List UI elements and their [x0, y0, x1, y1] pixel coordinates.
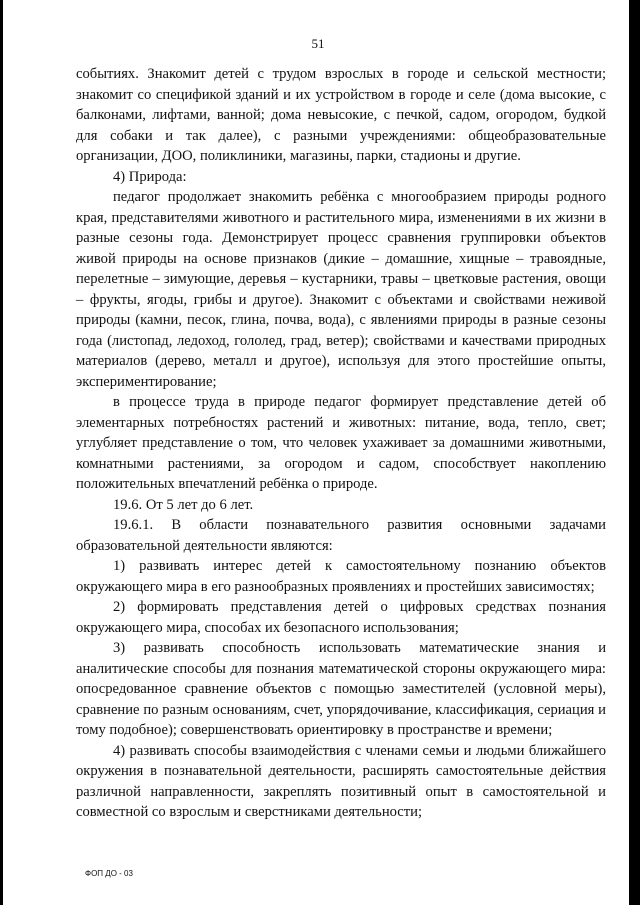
page-body	[76, 64, 606, 823]
list-item: 4) развивать способы взаимодействия с членами семьи и людьми ближайшего окружения в познавательной деятельности, расширять самостоятельные действия различной направленности, закреплять позитивный опыт в самостоятельной и совместной со взрослым и сверстниками деятельности;	[76, 742, 606, 820]
document-page	[3, 0, 633, 905]
section-heading: 4) Природа:	[113, 168, 187, 185]
paragraph: 19.6.1. В области познавательного развития основными задачами образовательной деятельности являются:	[76, 517, 606, 554]
paragraph: событиях. Знакомит детей с трудом взрослых в городе и сельской местности; знакомит со спецификой зданий и их устройством в городе и селе (дома высокие, с балконами, лифтами, ванной; дома невысокие, с печкой, садом, огородом, будкой для собаки и так далее), с разными учреждениями: общеобразовательные организации, ДОО, поликлиники, магазины, парки, стадионы и другие.	[76, 66, 606, 164]
footer-label: ФОП ДО - 03	[85, 869, 133, 878]
list-item: 2) формировать представления детей о цифровых средствах познания окружающего мира, способах их безопасного использования;	[76, 599, 606, 636]
list-item: 1) развивать интерес детей к самостоятельному познанию объектов окружающего мира в его разнообразных проявлениях и простейших зависимостях;	[76, 558, 606, 595]
list-item: 3) развивать способность использовать математические знания и аналитические способы для познания математической стороны окружающего мира: опосредованное сравнение объектов с помощью заместителей (условной меры), сравнение по разным основаниям, счет, упорядочивание, классификация, сериация и тому подобное); совершенствовать ориентировку в пространстве и времени;	[76, 640, 606, 738]
paragraph: в процессе труда в природе педагог формирует представление детей об элементарных потребностях растений и животных: питание, вода, тепло, свет; углубляет представление о том, что человек ухаживает за домашними животными, комнатными растениями, за огородом и садом, способствует накоплению положительных впечатлений ребёнка о природе.	[76, 394, 606, 492]
page-number: 51	[311, 36, 325, 51]
scan-edge	[629, 0, 633, 905]
section-heading: 19.6. От 5 лет до 6 лет.	[113, 496, 254, 513]
paragraph: педагог продолжает знакомить ребёнка с многообразием природы родного края, представителями животного и растительного мира, изменениями в их жизни в разные сезоны года. Демонстрирует процесс сравнения группировки объектов живой природы на основе признаков (дикие – домашние, хищные – травоядные, перелетные – зимующие, деревья – кустарники, травы – цветковые растения, овощи – фрукты, ягоды, грибы и другое). Знакомит с объектами и свойствами неживой природы (камни, песок, глина, почва, вода), с явлениями природы в разные сезоны года (листопад, ледоход, гололед, град, ветер); свойствами и качествами природных материалов (дерево, металл и другое), используя для этого простейшие опыты, экспериментирование;	[76, 189, 606, 390]
